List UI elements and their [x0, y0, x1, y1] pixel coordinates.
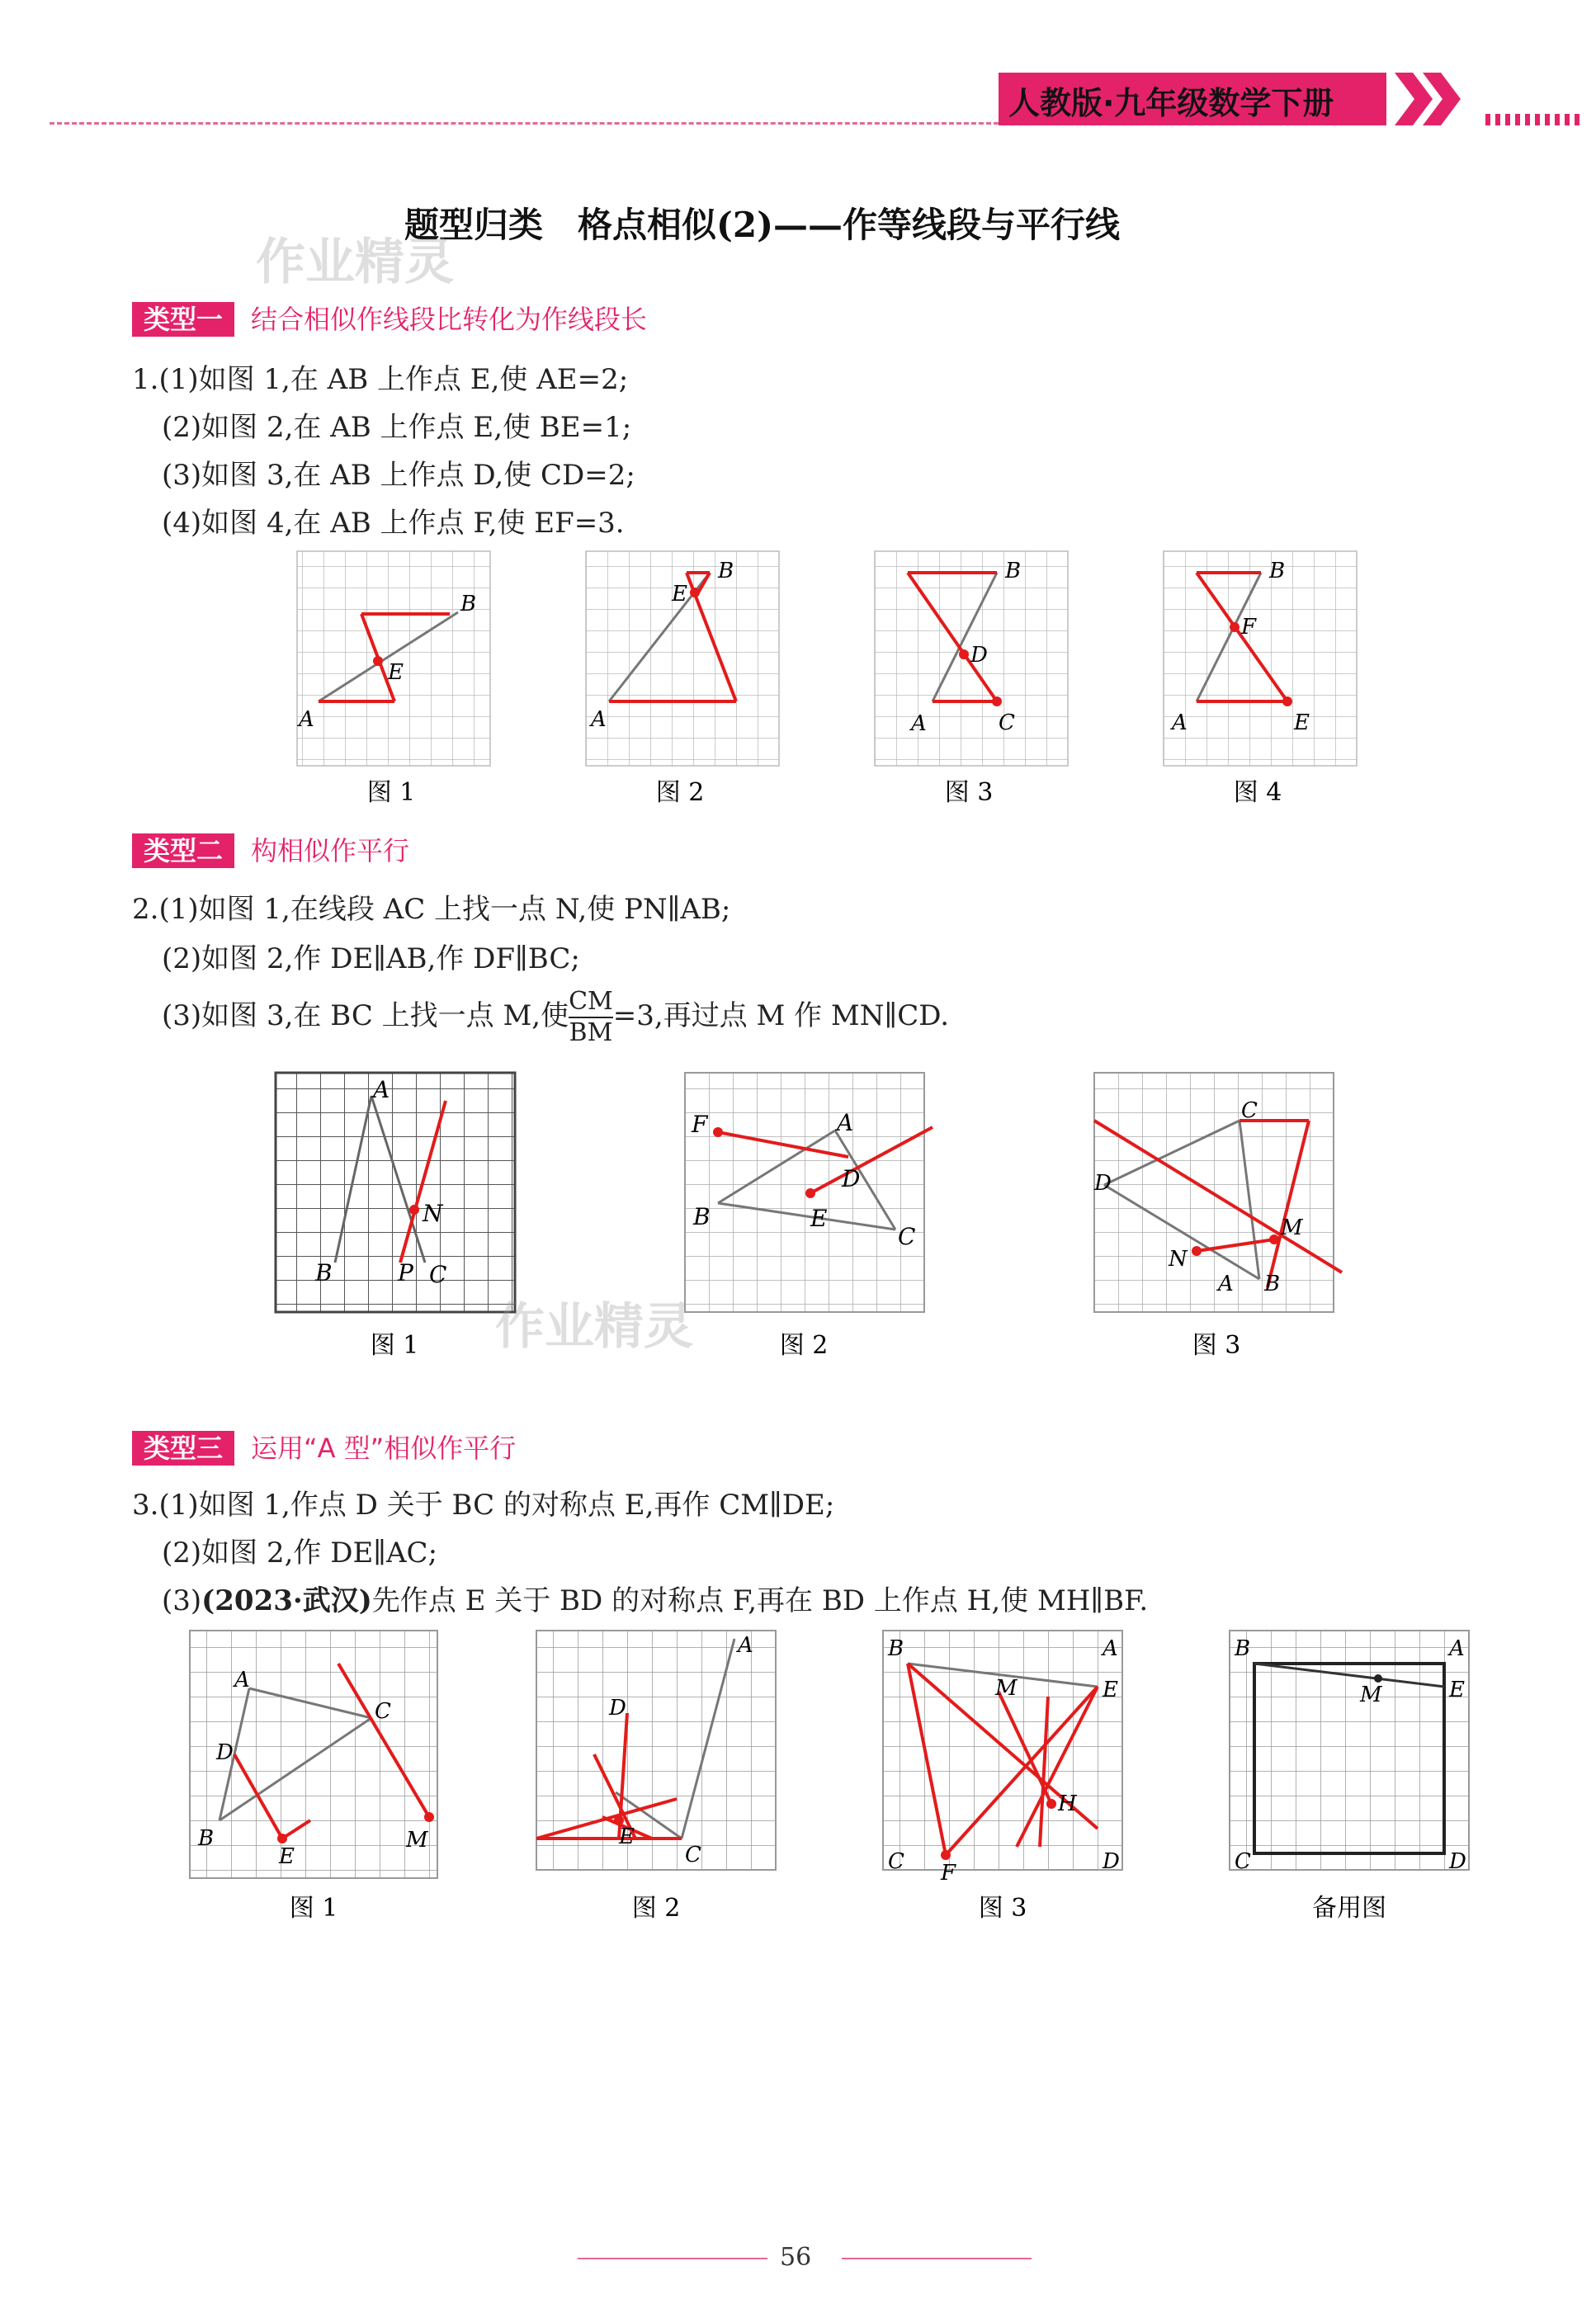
watermark: 作业精灵: [256, 234, 454, 291]
q2f3-label-M: M: [1281, 1216, 1303, 1240]
q3f2-label-D: D: [609, 1696, 626, 1721]
q1-figure-3: [875, 551, 1068, 807]
header-label: 人教版·九年级数学下册: [1008, 85, 1334, 121]
fig2-label-B: B: [718, 559, 734, 583]
section-3-figures: [182, 1622, 1477, 1936]
q3f3-label-F: F: [941, 1861, 956, 1886]
header-dashed-line: [50, 122, 999, 125]
q3f2-label-A: A: [738, 1633, 753, 1658]
q2f3-label-C: C: [1241, 1098, 1258, 1123]
q2-frac-den: BM: [569, 1018, 613, 1047]
q2f2-caption: 图 2: [779, 1331, 829, 1360]
q1-figure-4: [1164, 551, 1357, 807]
q1-figure-2: [586, 551, 779, 807]
q2f3-label-N: N: [1169, 1247, 1188, 1272]
q3f3-caption: 图 3: [978, 1894, 1027, 1923]
q2-figure-3: [1093, 1073, 1342, 1360]
q3f1-label-D: D: [216, 1740, 234, 1765]
backup-label-E: E: [1449, 1678, 1465, 1702]
fig4-label-A: A: [1172, 710, 1188, 735]
fig2-label-E: E: [672, 582, 687, 607]
watermark-2: 作业精灵: [495, 1298, 693, 1356]
section-3-badge: 类型三: [132, 1431, 234, 1466]
q1-figure-1: [297, 551, 490, 807]
header-chevron-icon: [1395, 69, 1485, 129]
fig2-caption: 图 2: [655, 778, 705, 807]
fig1-caption: 图 1: [366, 778, 416, 807]
q2f1-label-A: A: [373, 1076, 390, 1103]
q3-line-3-pre: (3): [162, 1584, 202, 1617]
fig3-label-C: C: [999, 710, 1015, 735]
q3f3-label-H: H: [1058, 1791, 1077, 1816]
q2f2-label-D: D: [842, 1165, 861, 1192]
q3-line-2: (2)如图 2,作 DE∥AC;: [162, 1536, 438, 1570]
q3f1-caption: 图 1: [289, 1894, 338, 1923]
q3-backup-figure: [1230, 1631, 1469, 1923]
fig4-caption: 图 4: [1233, 778, 1282, 807]
q2f3-label-B: B: [1264, 1272, 1281, 1296]
page-number: 56: [780, 2243, 812, 2272]
fig4-label-E: E: [1294, 710, 1310, 735]
section-1-title: 结合相似作线段比转化为作线段长: [251, 304, 648, 335]
backup-label-B: B: [1235, 1636, 1251, 1661]
q2f1-label-P: P: [398, 1259, 413, 1286]
q2-line-2: (2)如图 2,作 DE∥AB,作 DF∥BC;: [162, 942, 580, 975]
section-1-badge: 类型一: [132, 302, 234, 337]
q2f3-label-D: D: [1094, 1171, 1112, 1196]
backup-label-D: D: [1449, 1849, 1466, 1874]
q1-line-1: 1.(1)如图 1,在 AB 上作点 E,使 AE=2;: [132, 363, 629, 396]
q2f3-label-A: A: [1218, 1272, 1234, 1296]
backup-label-C: C: [1235, 1849, 1251, 1874]
q3-figure-1: [190, 1631, 437, 1923]
fig1-label-E: E: [388, 660, 404, 685]
q3-line-3-source: (2023·武汉): [201, 1584, 372, 1617]
fig3-label-A: A: [911, 711, 927, 736]
q3f1-label-E: E: [279, 1844, 295, 1869]
footer-line-right: [842, 2258, 1032, 2259]
q3-figure-2: [536, 1631, 776, 1923]
q3-line-1: 3.(1)如图 1,作点 D 关于 BC 的对称点 E,再作 CM∥DE;: [132, 1489, 835, 1522]
q2-frac-num: CM: [569, 987, 613, 1018]
q3f3-label-E: E: [1103, 1678, 1118, 1702]
q2f3-caption: 图 3: [1192, 1331, 1241, 1360]
fig4-label-F: F: [1241, 615, 1257, 640]
q2f2-label-F: F: [692, 1111, 708, 1138]
footer-line-left: [578, 2258, 767, 2259]
backup-caption: 备用图: [1312, 1894, 1386, 1923]
section-2-badge: 类型二: [132, 833, 234, 868]
q1-line-4: (4)如图 4,在 AB 上作点 F,使 EF=3.: [162, 507, 625, 540]
fig1-label-A: A: [299, 707, 314, 732]
q3f1-label-C: C: [375, 1699, 391, 1724]
q2-figure-2: [685, 1073, 933, 1360]
fig3-caption: 图 3: [944, 778, 994, 807]
backup-label-A: A: [1449, 1636, 1465, 1661]
q3f3-label-A: A: [1103, 1636, 1118, 1661]
q3f1-label-A: A: [234, 1668, 250, 1692]
q2f2-label-C: C: [898, 1223, 916, 1250]
page-title: 题型归类 格点相似(2)——作等线段与平行线: [404, 205, 1120, 245]
section-3-title: 运用“A 型”相似作平行: [251, 1433, 517, 1464]
q3f3-label-B: B: [888, 1636, 904, 1661]
q2f2-label-E: E: [810, 1205, 828, 1232]
q3-line-3-post: 先作点 E 关于 BD 的对称点 F,再在 BD 上作点 H,使 MH∥BF.: [371, 1584, 1149, 1617]
q3-figure-3: [883, 1631, 1122, 1923]
q2f2-label-B: B: [693, 1203, 711, 1230]
fig3-label-B: B: [1005, 559, 1022, 583]
q1-line-3: (3)如图 3,在 AB 上作点 D,使 CD=2;: [162, 459, 635, 492]
q2f1-label-C: C: [429, 1261, 447, 1288]
q2f2-label-A: A: [837, 1109, 854, 1136]
header-stripes: [1485, 114, 1580, 125]
q2f1-label-B: B: [315, 1259, 333, 1286]
fig3-label-D: D: [970, 643, 988, 668]
fig1-label-B: B: [460, 592, 477, 616]
q3f2-caption: 图 2: [631, 1894, 681, 1923]
q3f3-label-C: C: [888, 1849, 904, 1874]
q2-fraction: [569, 987, 613, 1048]
q2-line-3: [162, 987, 949, 1048]
q3f3-label-D: D: [1103, 1849, 1120, 1874]
q2f1-label-N: N: [423, 1200, 443, 1227]
fig2-label-A: A: [591, 707, 607, 732]
q2f1-caption: 图 1: [370, 1331, 419, 1360]
q2-line-3-pre: (3)如图 3,在 BC 上找一点 M,使: [162, 999, 569, 1032]
backup-label-M: M: [1360, 1683, 1382, 1707]
q2-figure-1: [276, 1073, 515, 1360]
q3f1-label-M: M: [406, 1828, 428, 1853]
section-2-figures: [272, 1064, 1353, 1370]
q3f3-label-M: M: [995, 1676, 1018, 1701]
q2-line-3-post: =3,再过点 M 作 MN∥CD.: [612, 999, 950, 1032]
section-2-title: 构相似作平行: [251, 835, 410, 866]
q3f1-label-B: B: [198, 1826, 215, 1851]
fig4-label-B: B: [1269, 559, 1286, 583]
section-1-figures: [281, 545, 1386, 817]
q3f2-label-C: C: [685, 1843, 701, 1867]
q1-line-2: (2)如图 2,在 AB 上作点 E,使 BE=1;: [162, 411, 632, 444]
q3f2-label-E: E: [619, 1824, 635, 1849]
q3-line-3: [162, 1578, 1148, 1618]
q2-line-1: 2.(1)如图 1,在线段 AC 上找一点 N,使 PN∥AB;: [132, 893, 731, 926]
